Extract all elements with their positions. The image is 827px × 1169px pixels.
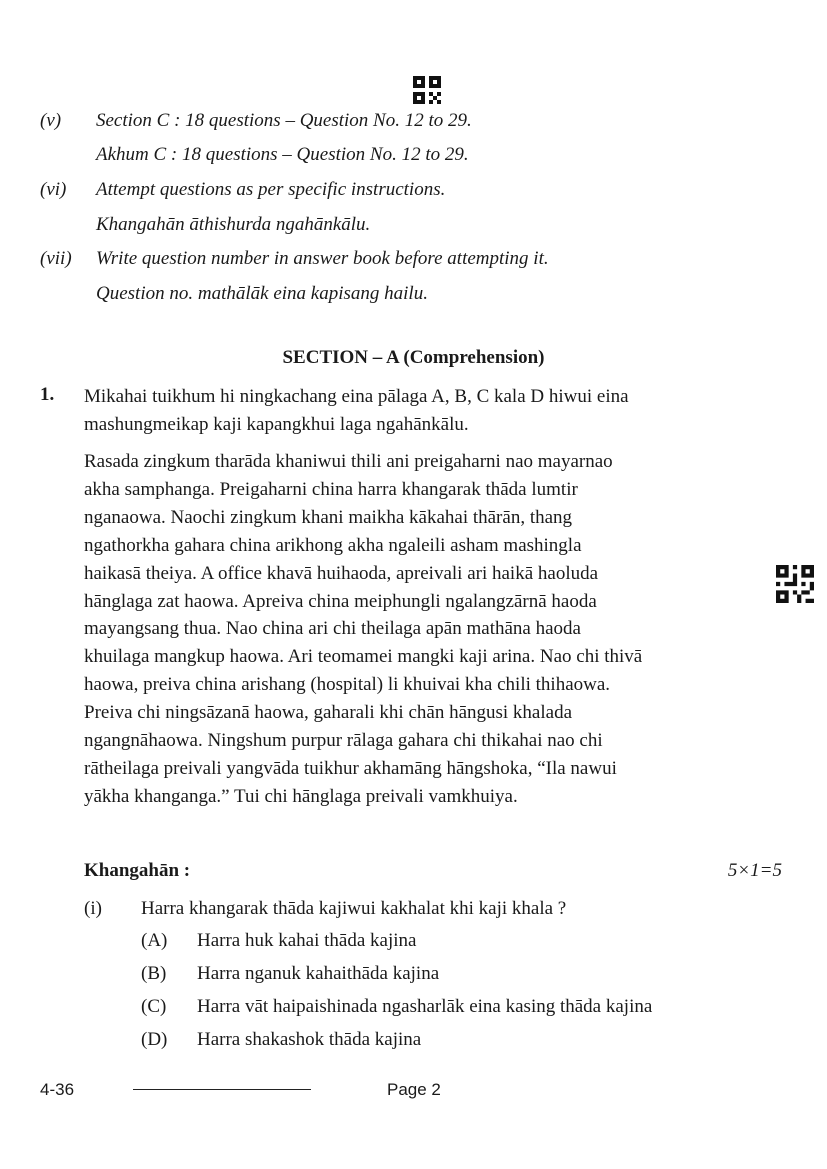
page-number: Page 2 — [387, 1080, 441, 1099]
instruction-translation: Question no. mathālāk eina kapisang hailu. — [96, 283, 428, 304]
question-number: 1. — [40, 384, 55, 405]
section-heading: SECTION – A (Comprehension) — [282, 347, 545, 368]
passage-line: Preiva chi ningsāzanā haowa, gaharali khi chān hāngusi khalada — [84, 702, 573, 724]
option-text: Harra huk kahai thāda kajina — [197, 930, 417, 951]
questions-heading: Khangahān : — [84, 860, 191, 881]
qr-code-top — [413, 76, 441, 104]
instruction-translation: Akhum C : 18 questions – Question No. 12 to 29. — [96, 144, 469, 165]
passage-line: nganaowa. Naochi zingkum khani maikha kākahai thārān, thang — [84, 506, 573, 528]
passage-line: ngangnāhaowa. Ningshum purpur rālaga gahara chi thikahai nao chi — [84, 730, 603, 752]
option-label: (B) — [141, 963, 167, 984]
instruction-text: Write question number in answer book before attempting it. — [96, 248, 549, 269]
passage-line: hānglaga zat haowa. Apreiva china meiphungli ngalangzārnā haoda — [84, 590, 597, 612]
paper-code: 4-36 — [40, 1080, 75, 1099]
question-prompt — [84, 383, 742, 439]
option-label: (C) — [141, 996, 167, 1017]
instruction-number: (v) — [40, 110, 62, 131]
passage-line: haowa, preiva china arishang (hospital) li khuivai kha chili thihaowa. — [84, 674, 611, 696]
passage-line: ngathorkha gahara china arikhong akha ngaleili asham mashingla — [84, 534, 582, 556]
option-label: (A) — [141, 930, 168, 951]
comprehension-passage — [84, 448, 742, 811]
passage-line: yākha khanganga.” Tui chi hānglaga preivali vamkhuiya. — [84, 785, 518, 807]
sub-question-text: Harra khangarak thāda kajiwui kakhalat khi kaji khala ? — [141, 898, 567, 919]
prompt-line: Mikahai tuikhum hi ningkachang eina pālaga A, B, C kala D hiwui eina — [84, 386, 629, 407]
footer-divider — [133, 1089, 311, 1090]
instruction-text: Attempt questions as per specific instructions. — [96, 179, 446, 200]
option-label: (D) — [141, 1029, 168, 1050]
passage-line: haikasā theiya. A office khavā huihaoda, apreivali ari haikā haoluda — [84, 562, 599, 584]
qr-code-side — [776, 565, 814, 603]
prompt-line: mashungmeikap kaji kapangkhui laga ngahānkālu. — [84, 413, 469, 435]
marks-label: 5×1=5 — [727, 860, 782, 881]
option-text: Harra shakashok thāda kajina — [197, 1029, 422, 1050]
passage-line: mayangsang thua. Nao china ari chi theilaga apān mathāna haoda — [84, 618, 581, 640]
passage-line: khuilaga mangkup haowa. Ari teomamei mangki kaji arina. Nao chi thivā — [84, 646, 643, 668]
instruction-number: (vii) — [40, 248, 72, 269]
sub-question-number: (i) — [84, 898, 102, 919]
passage-line: akha samphanga. Preigaharni china harra khangarak thāda lumtir — [84, 478, 578, 500]
option-text: Harra nganuk kahaithāda kajina — [197, 963, 440, 984]
option-text: Harra vāt haipaishinada ngasharlāk eina kasing thāda kajina — [197, 996, 653, 1017]
instruction-translation: Khangahān āthishurda ngahānkālu. — [96, 214, 371, 235]
instruction-number: (vi) — [40, 179, 67, 200]
instruction-text: Section C : 18 questions – Question No. 12 to 29. — [96, 110, 472, 131]
passage-line: rātheilaga preivali yangvāda tuikhur akhamāng hāngshoka, “Ila nawui — [84, 757, 617, 779]
passage-line: Rasada zingkum tharāda khaniwui thili ani preigaharni nao mayarnao — [84, 451, 613, 472]
